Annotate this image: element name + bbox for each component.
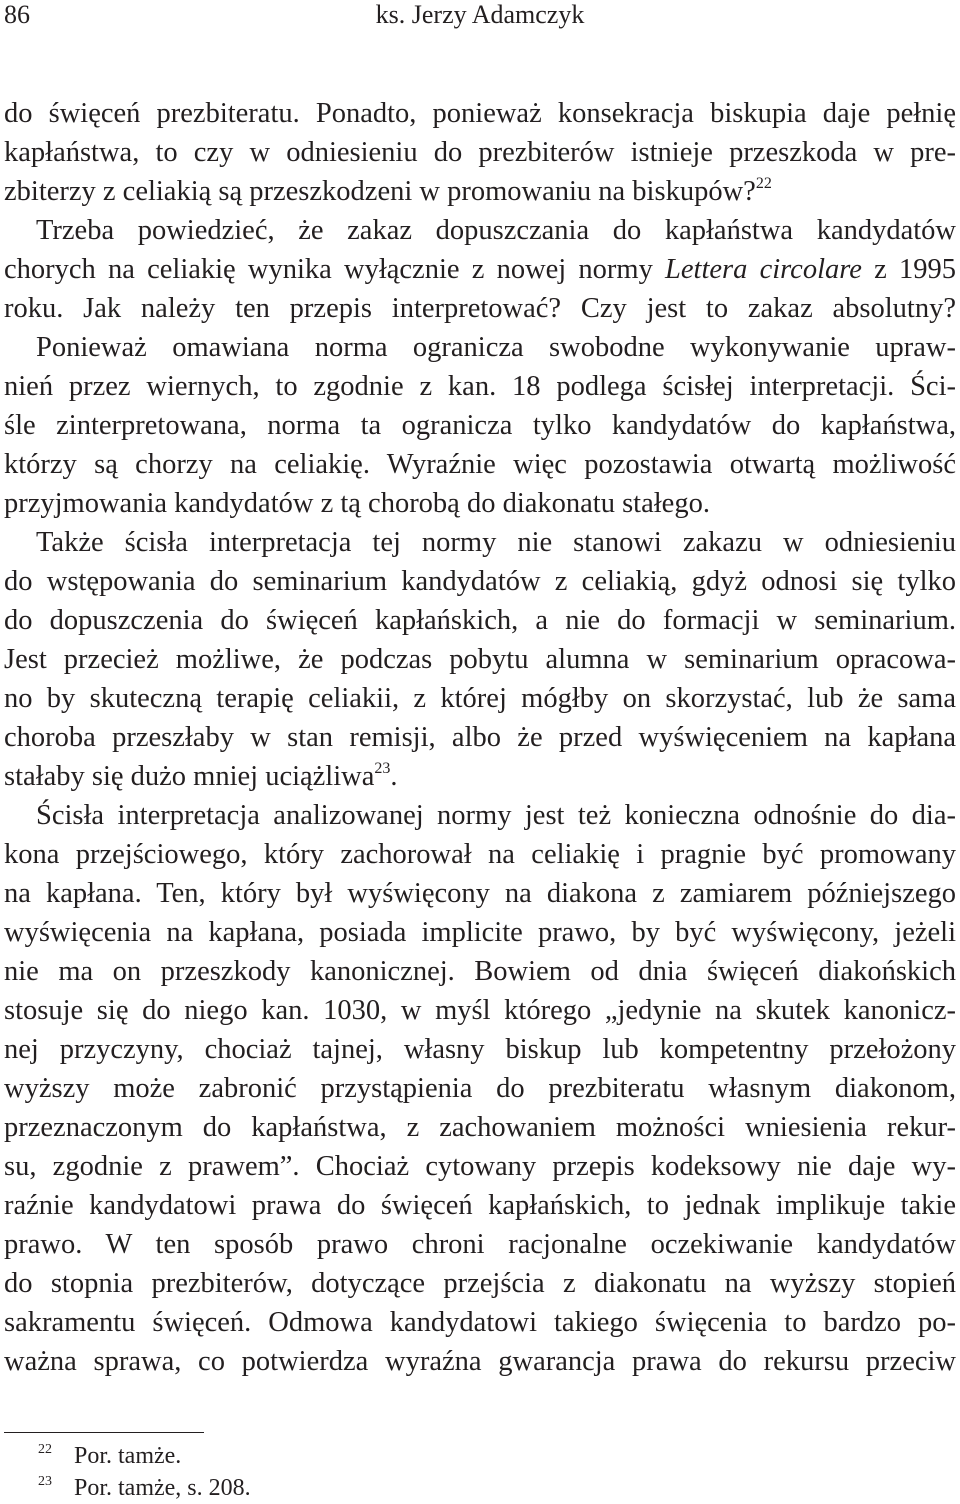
text-line: przeznaczonym do kapłaństwa, z zachowaniem możności wniesienia rekur- (4, 1112, 956, 1143)
text-line: wyświęcenia na kapłana, posiada implicite prawo, by być wyświęcony, jeżeli (4, 917, 956, 948)
text-span: zbiterzy z celiakią są przeszkodzeni w promowaniu na biskupów? (4, 176, 756, 207)
text-line: do stopnia prezbiterów, dotyczące przejścia z diakonatu na wyższy stopień (4, 1268, 956, 1299)
footnote-number: 22 (38, 1442, 52, 1457)
text-line: roku. Jak należy ten przepis interpretować? Czy jest to zakaz absolutny? (4, 293, 956, 324)
text-line: Także ścisła interpretacja tej normy nie stanowi zakazu w odniesieniu (36, 527, 956, 558)
text-line: kona przejściowego, który zachorował na celiakię i pragnie być promowany (4, 839, 956, 870)
text-span: z 1995 (861, 254, 956, 285)
text-span: chorych na celiakię wynika wyłącznie z nowej normy (4, 254, 666, 285)
text-line: do wstępowania do seminarium kandydatów z celiakią, gdyż odnosi się tylko (4, 566, 956, 597)
text-line: nie ma on przeszkody kanonicznej. Bowiem od dnia święceń diakońskich (4, 956, 956, 987)
text-span: . (390, 761, 398, 792)
text-line: kapłaństwa, to czy w odniesieniu do prezbiterów istnieje przeszkoda w pre- (4, 137, 956, 168)
text-line: nej przyczyny, chociaż tajnej, własny biskup lub kompetentny przełożony (4, 1034, 956, 1065)
footnote (0, 1472, 960, 1504)
running-head: ks. Jerzy Adamczyk (375, 0, 585, 29)
footnote-ref: 23 (374, 760, 391, 777)
text-line: ważna sprawa, co potwierdza wyraźna gwarancja prawa do rekursu przeciw (4, 1346, 956, 1377)
text-line: sakramentu święceń. Odmowa kandydatowi takiego święcenia to bardzo po- (4, 1307, 956, 1338)
body-text (4, 94, 956, 1381)
text-line: stosuje się do niego kan. 1030, w myśl którego „jedynie na skutek kanonicz- (4, 995, 956, 1026)
text-line: wyższy może zabronić przystąpienia do prezbiteratu własnym diakonom, (4, 1073, 956, 1104)
footnote-ref: 22 (755, 175, 772, 192)
footnote-text: Por. tamże, s. 208. (74, 1475, 251, 1501)
text-line (4, 757, 956, 796)
text-line: do święceń prezbiteratu. Ponadto, ponieważ konsekracja biskupia daje pełnię (4, 98, 956, 129)
text-line: Jest przecież możliwe, że podczas pobytu alumna w seminarium opracowa- (4, 644, 956, 675)
text-line: Ścisła interpretacja analizowanej normy jest też konieczna odnośnie do dia- (36, 800, 956, 831)
footnote-separator (4, 1432, 204, 1433)
text-span: stałaby się dużo mniej uciążliwa (4, 761, 375, 792)
text-line (4, 250, 956, 289)
text-line: choroba przeszłaby w stan remisji, albo że przed wyświęceniem na kapłana (4, 722, 956, 753)
text-line: do dopuszczenia do święceń kapłańskich, a nie do formacji w seminarium. (4, 605, 956, 636)
text-line: przyjmowania kandydatów z tą chorobą do diakonatu stałego. (4, 488, 710, 519)
footnotes (0, 1440, 960, 1504)
text-line: na kapłana. Ten, który był wyświęcony na diakona z zamiarem późniejszego (4, 878, 956, 909)
text-line: no by skuteczną terapię celiakii, z której mógłby on skorzystać, lub że sama (4, 683, 956, 714)
text-line: którzy są chorzy na celiakię. Wyraźnie więc pozostawia otwartą możliwość (4, 449, 956, 480)
text-line: Ponieważ omawiana norma ogranicza swobodne wykonywanie upraw- (36, 332, 956, 363)
text-line: su, zgodnie z prawem”. Chociaż cytowany przepis kodeksowy nie daje wy- (4, 1151, 956, 1182)
page-number: 86 (4, 0, 30, 29)
footnote-number: 23 (38, 1474, 52, 1489)
text-line: nień przez wiernych, to zgodnie z kan. 18 podlega ścisłej interpretacji. Ści- (4, 371, 956, 402)
text-line: raźnie kandydatowi prawa do święceń kapłańskich, to jednak implikuje takie (4, 1190, 956, 1221)
italic-title: Lettera circolare (665, 254, 862, 285)
footnote (0, 1440, 960, 1472)
footnote-text: Por. tamże. (74, 1443, 182, 1469)
text-line: Trzeba powiedzieć, że zakaz dopuszczania do kapłaństwa kandydatów (36, 215, 956, 246)
page-header (0, 0, 960, 40)
text-line: śle zinterpretowana, norma ta ogranicza tylko kandydatów do kapłaństwa, (4, 410, 956, 441)
text-line (4, 172, 956, 211)
text-line: prawo. W ten sposób prawo chroni racjonalne oczekiwanie kandydatów (4, 1229, 956, 1260)
